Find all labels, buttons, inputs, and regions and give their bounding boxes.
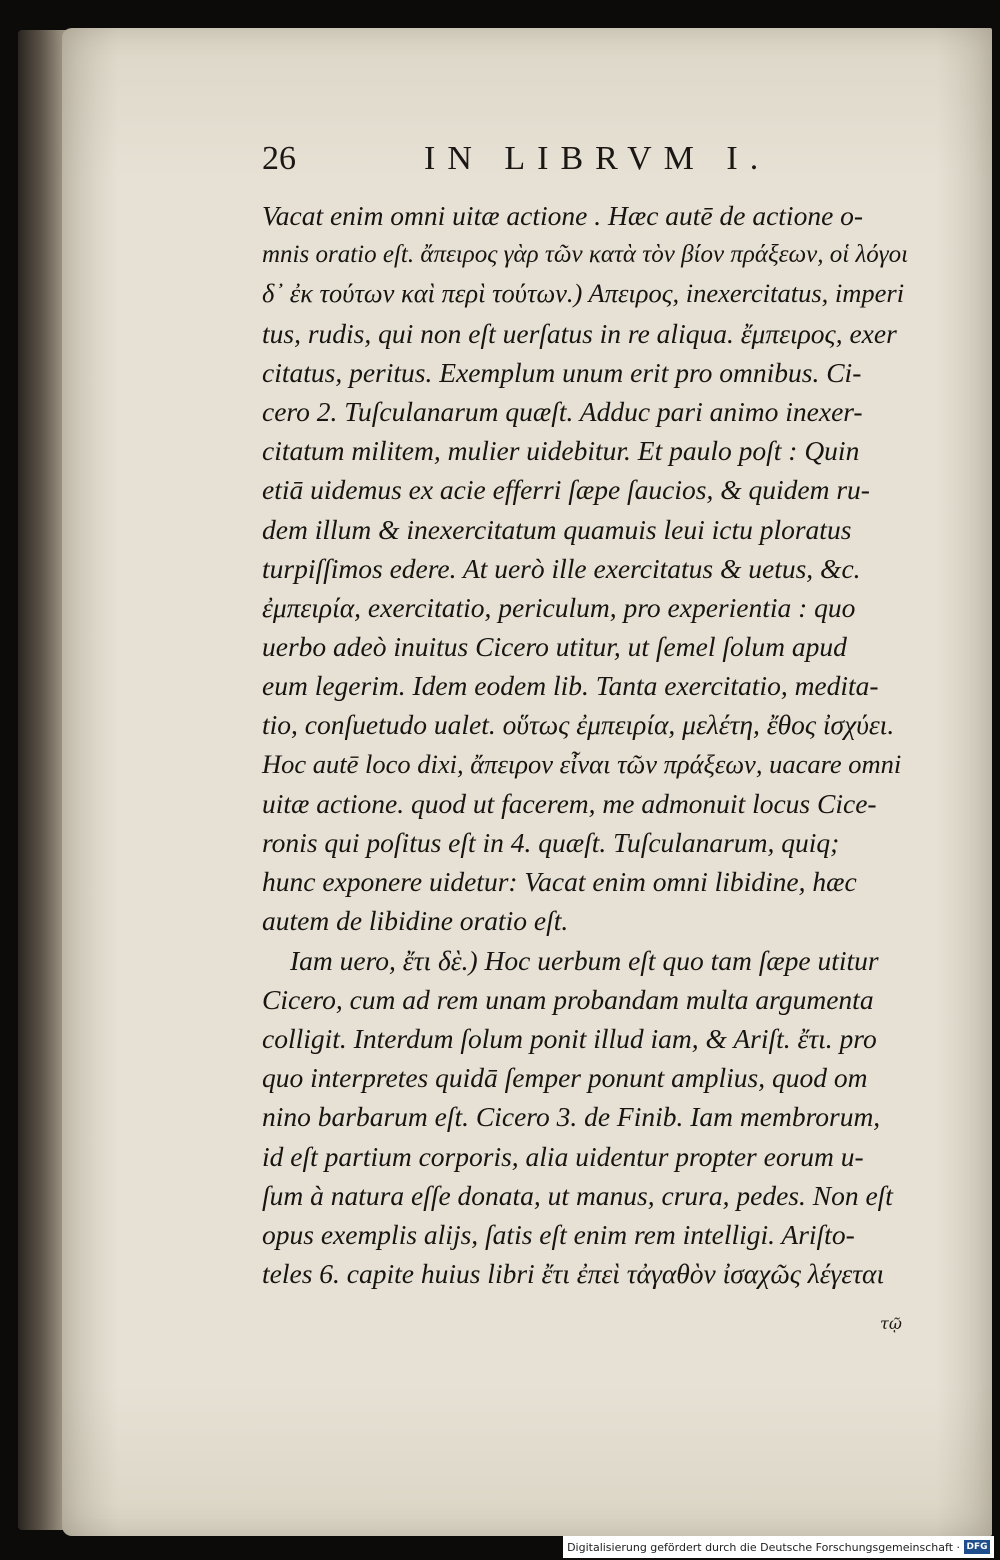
text-line: Iam uero, ἔτι δὲ.) Hoc uerbum eſt quo tam ſæpe utitur xyxy=(290,944,879,976)
text-line: turpiſſimos edere. At uerò ille exercitatus & uetus, &c. xyxy=(262,552,861,584)
text-line: mnis oratio eſt. ἄπειρος γὰρ τῶν κατὰ τὸν βίον πράξεων, οἱ λόγοι xyxy=(262,241,909,269)
text-line: uerbo adeò inuitus Cicero utitur, ut ſemel ſolum apud xyxy=(262,631,847,663)
footer-text: Digitalisierung gefördert durch die Deutsche Forschungsgemeinschaft · xyxy=(567,1540,960,1554)
text-line: citatum militem, mulier uidebitur. Et paulo poſt : Quin xyxy=(262,435,860,467)
page-number: 26 xyxy=(262,140,296,177)
text-line: ronis qui poſitus eſt in 4. quæſt. Tuſculanarum, quiq; xyxy=(262,827,840,858)
digitization-footer xyxy=(563,1536,994,1558)
text-line: citatus, peritus. Exemplum unum erit pro omnibus. Ci- xyxy=(262,356,862,388)
text-line: tus, rudis, qui non eſt uerſatus in re aliqua. ἔμπειρος, exer xyxy=(262,317,897,349)
text-line: dem illum & inexercitatum quamuis leui ictu ploratus xyxy=(262,513,852,545)
text-line: autem de libidine oratio eſt. xyxy=(262,905,569,937)
text-line: id eſt partium corporis, alia uidentur propter eorum u- xyxy=(262,1140,864,1172)
text-line: etiā uidemus ex acie efferri ſæpe ſaucios, & quidem ru- xyxy=(262,474,870,506)
text-line: δ᾽ ἐκ τούτων καὶ περὶ τούτων.) Απειρος, inexercitatus, imperi xyxy=(262,278,905,309)
text-line: ἐμπειρία, exercitatio, periculum, pro experientia : quo xyxy=(262,591,856,623)
text-line: cero 2. Tuſculanarum quæſt. Adduc pari animo inexer- xyxy=(262,395,863,427)
text-line: uitæ actione. quod ut facerem, me admonuit locus Cice- xyxy=(262,787,877,819)
running-head: IN LIBRVM I. xyxy=(424,140,771,177)
catchword: τῷ xyxy=(880,1314,902,1333)
body-text xyxy=(262,196,912,1293)
text-line: opus exemplis alijs, ſatis eſt enim rem intelligi. Ariſto- xyxy=(262,1218,855,1250)
dfg-logo: DFG xyxy=(964,1540,990,1554)
text-line: quo interpretes quidā ſemper ponunt amplius, quod om xyxy=(262,1062,868,1094)
text-line: teles 6. capite huius libri ἔτι ἐπεὶ τἀγαθὸν ἰσαχῶς λέγεται xyxy=(262,1258,885,1290)
text-line: Vacat enim omni uitæ actione . Hæc autē de actione o- xyxy=(262,200,864,231)
text-line: nino barbarum eſt. Cicero 3. de Finib. Iam membrorum, xyxy=(262,1101,881,1133)
text-line: colligit. Interdum ſolum ponit illud iam, & Ariſt. ἔτι. pro xyxy=(262,1022,877,1054)
text-line: ſum à natura eſſe donata, ut manus, crura, pedes. Non eſt xyxy=(262,1179,893,1211)
text-line: hunc exponere uidetur: Vacat enim omni libidine, hæc xyxy=(262,866,857,898)
page-header xyxy=(262,140,822,184)
text-line: eum legerim. Idem eodem lib. Tanta exercitatio, medita- xyxy=(262,670,879,702)
text-line: Hoc autē loco dixi, ἄπειρον εἶναι τῶν πράξεων, uacare omni xyxy=(262,748,902,779)
text-line: Cicero, cum ad rem unam probandam multa argumenta xyxy=(262,983,874,1015)
text-line: tio, conſuetudo ualet. οὕτως ἐμπειρία, μελέτη, ἔθος ἰσχύει. xyxy=(262,709,895,741)
